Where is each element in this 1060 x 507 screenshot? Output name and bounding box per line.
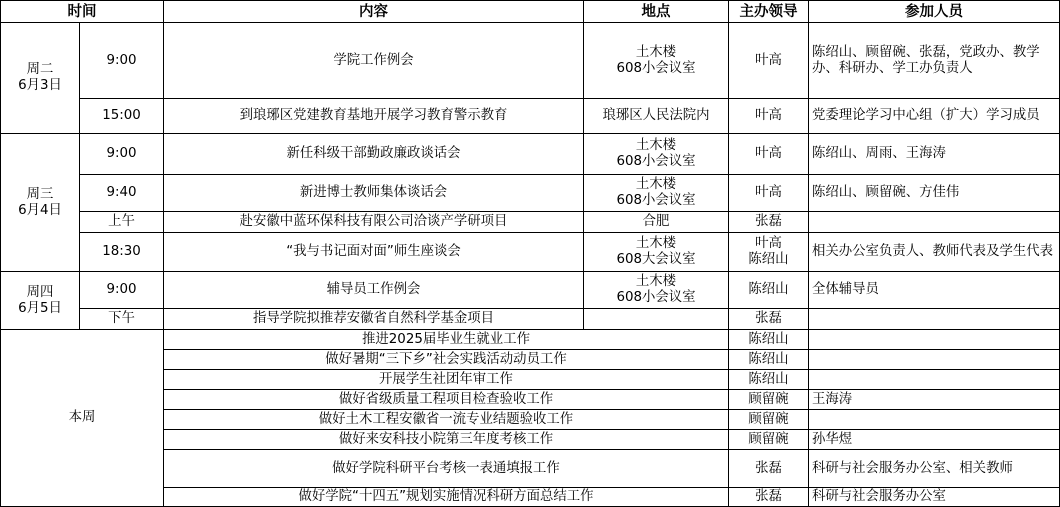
week-task-row [1, 330, 1060, 350]
task-participants [809, 350, 1060, 370]
task-content: 做好省级质量工程项目检查验收工作 [164, 390, 729, 410]
event-time: 上午 [80, 212, 164, 233]
header-content: 内容 [164, 1, 584, 23]
schedule-row [1, 99, 1060, 134]
event-content: 指导学院拟推荐安徽省自然科学基金项目 [164, 309, 584, 330]
event-place: 土木楼 608大会议室 [584, 233, 729, 272]
day-cell [1, 23, 80, 134]
task-participants [809, 330, 1060, 350]
header-place: 地点 [584, 1, 729, 23]
schedule-row [1, 23, 1060, 99]
day-cell [1, 272, 80, 330]
event-content: 辅导员工作例会 [164, 272, 584, 309]
header-time: 时间 [1, 1, 164, 23]
task-participants: 科研与社会服务办公室、相关教师 [809, 450, 1060, 488]
event-time: 9:00 [80, 23, 164, 99]
event-content: 新任科级干部勤政廉政谈话会 [164, 134, 584, 175]
task-host: 陈绍山 [729, 330, 809, 350]
event-time: 下午 [80, 309, 164, 330]
event-participants: 党委理论学习中心组（扩大）学习成员 [809, 99, 1060, 134]
event-participants: 全体辅导员 [809, 272, 1060, 309]
event-place: 土木楼 608小会议室 [584, 23, 729, 99]
event-place [584, 309, 729, 330]
event-host: 叶高 [729, 99, 809, 134]
event-participants: 陈绍山、顾留碗、张磊，党政办、教学办、科研办、学工办负责人 [809, 23, 1060, 99]
week-label: 本周 [1, 330, 164, 507]
task-participants: 王海涛 [809, 390, 1060, 410]
header-row [1, 1, 1060, 23]
event-participants [809, 309, 1060, 330]
event-time: 9:00 [80, 134, 164, 175]
event-place: 合肥 [584, 212, 729, 233]
schedule-row [1, 212, 1060, 233]
event-host: 叶高 [729, 175, 809, 212]
task-content: 开展学生社团年审工作 [164, 370, 729, 390]
task-content: 做好学院科研平台考核一表通填报工作 [164, 450, 729, 488]
event-time: 15:00 [80, 99, 164, 134]
header-host: 主办领导 [729, 1, 809, 23]
task-participants: 科研与社会服务办公室 [809, 488, 1060, 507]
task-content: 做好暑期“三下乡”社会实践活动动员工作 [164, 350, 729, 370]
day-cell [1, 134, 80, 272]
event-host: 陈绍山 [729, 272, 809, 309]
event-time: 9:00 [80, 272, 164, 309]
event-host: 叶高 [729, 23, 809, 99]
day-weekday: 周三 [26, 186, 54, 202]
schedule-row [1, 309, 1060, 330]
event-host: 张磊 [729, 212, 809, 233]
task-content: 推进2025届毕业生就业工作 [164, 330, 729, 350]
event-place: 土木楼 608小会议室 [584, 175, 729, 212]
task-host: 张磊 [729, 450, 809, 488]
event-content: 赴安徽中蓝环保科技有限公司洽谈产学研项目 [164, 212, 584, 233]
event-participants: 相关办公室负责人、教师代表及学生代表 [809, 233, 1060, 272]
day-weekday: 周二 [26, 62, 54, 77]
event-time: 18:30 [80, 233, 164, 272]
task-participants [809, 410, 1060, 430]
schedule-row [1, 134, 1060, 175]
task-participants: 孙华煜 [809, 430, 1060, 450]
task-participants [809, 370, 1060, 390]
event-participants: 陈绍山、周雨、王海涛 [809, 134, 1060, 175]
event-time: 9:40 [80, 175, 164, 212]
task-content: 做好来安科技小院第三年度考核工作 [164, 430, 729, 450]
event-participants [809, 212, 1060, 233]
schedule-row [1, 233, 1060, 272]
task-host: 顾留碗 [729, 410, 809, 430]
task-host: 张磊 [729, 488, 809, 507]
task-host: 顾留碗 [729, 430, 809, 450]
event-place: 土木楼 608小会议室 [584, 134, 729, 175]
day-weekday: 周四 [26, 284, 54, 300]
task-host: 陈绍山 [729, 350, 809, 370]
schedule-row [1, 175, 1060, 212]
task-content: 做好土木工程安徽省一流专业结题验收工作 [164, 410, 729, 430]
day-date: 6月4日 [18, 202, 62, 218]
event-place: 琅琊区人民法院内 [584, 99, 729, 134]
event-content: 到琅琊区党建教育基地开展学习教育警示教育 [164, 99, 584, 134]
event-place: 土木楼 608小会议室 [584, 272, 729, 309]
schedule-row [1, 272, 1060, 309]
task-host: 陈绍山 [729, 370, 809, 390]
event-content: “我与书记面对面”师生座谈会 [164, 233, 584, 272]
day-date: 6月5日 [18, 300, 62, 316]
event-host: 叶高 [729, 134, 809, 175]
event-host: 张磊 [729, 309, 809, 330]
event-host: 叶高 陈绍山 [729, 233, 809, 272]
event-content: 新进博士教师集体谈话会 [164, 175, 584, 212]
event-content: 学院工作例会 [164, 23, 584, 99]
task-host: 顾留碗 [729, 390, 809, 410]
day-date: 6月3日 [18, 78, 62, 93]
task-content: 做好学院“十四五”规划实施情况科研方面总结工作 [164, 488, 729, 507]
header-participants: 参加人员 [809, 1, 1060, 23]
event-participants: 陈绍山、顾留碗、方佳伟 [809, 175, 1060, 212]
